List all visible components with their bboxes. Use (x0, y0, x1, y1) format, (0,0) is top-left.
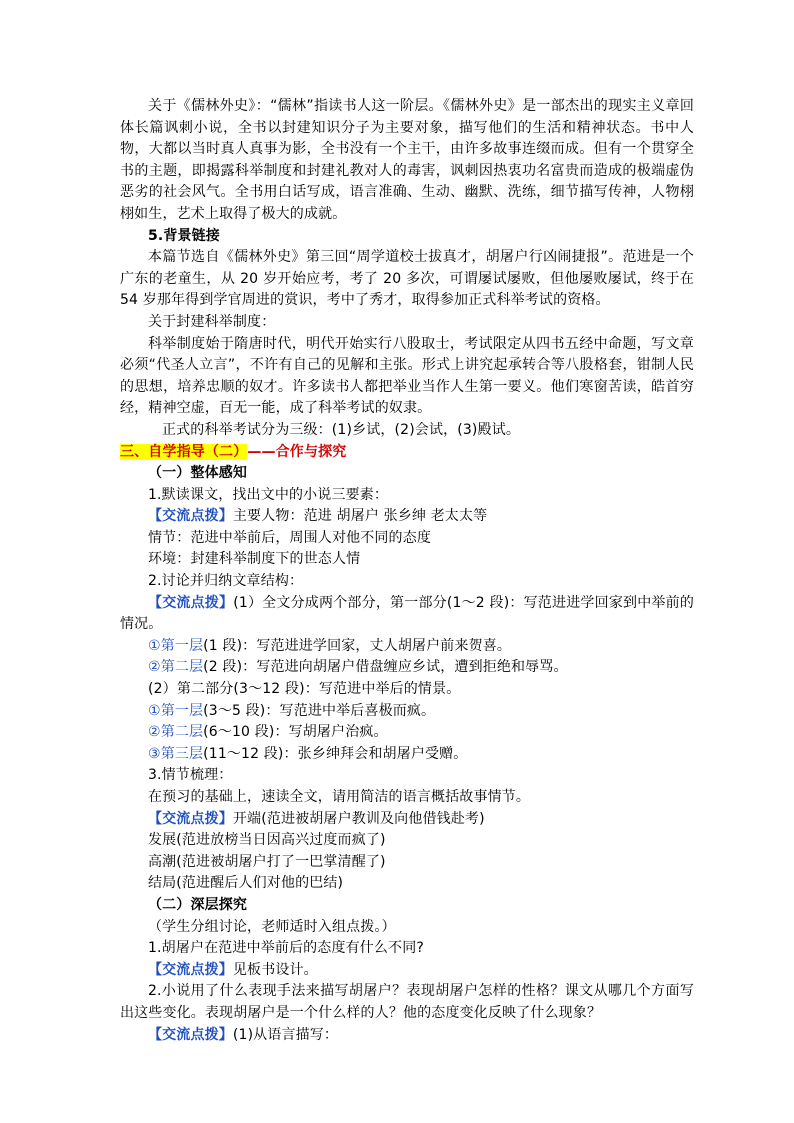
background-paragraph: 本篇节选自《儒林外史》第三回“周学道校士拔真才，胡屠户行凶闹捷报”。范进是一个广东的老童生，从 20 岁开始应考，考了 20 多次，可谓屡试屡败，但他屡败屡试，终于在 54 岁那年得到学官周进的赏识，考中了秀才，取得参加正式科举考试的资格。 (120, 249, 694, 309)
discussion-tag: 【交流点拨】 (148, 1026, 233, 1043)
answer-1-plot: 情节：范进中举前后，周围人对他不同的态度 (148, 529, 431, 546)
part-2-heading: （二）深层探究 (148, 896, 248, 913)
answer-1-setting: 环境：封建科举制度下的世态人情 (148, 551, 361, 568)
deep-question-2: 2.小说用了什么表现手法来描写胡屠户？表现胡屠户怎样的性格？课文从哪几个方面写出这些变化。表现胡屠户是一个什么样的人？他的态度变化反映了什么现象？ (120, 983, 694, 1021)
discussion-tag: 【交流点拨】 (148, 508, 233, 525)
intro-paragraph: 关于《儒林外史》：“儒林”指读书人这一阶层。《儒林外史》是一部杰出的现实主义章回体长篇讽刺小说，全书以封建知识分子为主要对象，描写他们的生活和精神状态。书中人物，大都以当时真人真事为影，全书没有一个主干，由许多故事连缀而成。但有一个贯穿全书的主题，即揭露科举制度和封建礼教对人的毒害，讽刺因热衷功名富贵而造成的极端虚伪恶劣的社会风气。全书用白话写成，语言准确、生动、幽默、洗练，细节描写传神，人物栩栩如生，艺术上取得了极大的成就。 (120, 98, 694, 222)
structure-layer-2-3: ③第三层(11～12 段)：张乡绅拜会和胡屠户受赠。 (148, 745, 468, 762)
question-3-instruction: 在预习的基础上，速读全文，请用简洁的语言概括故事情节。 (148, 789, 531, 805)
structure-layer-2-1: ①第一层(3～5 段)：写范进中举后喜极而疯。 (148, 702, 436, 719)
plot-ending: 结局(范进醒后人们对他的巴结) (148, 875, 344, 892)
part-1-heading: （一）整体感知 (148, 465, 248, 482)
section-3-heading (120, 442, 694, 464)
question-3: 3.情节梳理： (148, 767, 233, 784)
discussion-tag: 【交流点拨】 (148, 594, 234, 611)
question-1: 1.默读课文，找出文中的小说三要素： (148, 486, 389, 503)
plot-development: 发展(范进放榜当日因高兴过度而疯了) (148, 832, 386, 849)
section-3-title: 三、自学指导（二） (120, 443, 248, 460)
deep-answer-1: 【交流点拨】见板书设计。 (148, 961, 318, 978)
answer-1-characters: 【交流点拨】主要人物：范进 胡屠户 张乡绅 老太太等 (148, 508, 488, 525)
exam-levels: 正式的科举考试分为三级：(1)乡试，(2)会试，(3)殿试。 (162, 421, 520, 438)
structure-layer-1-1: ①第一层(1 段)：写范进进学回家，丈人胡屠户前来贺喜。 (148, 637, 512, 654)
plot-opening: 【交流点拨】开端(范进被胡屠户教训及向他借钱赴考) (148, 810, 485, 827)
plot-climax: 高潮(范进被胡屠户打了一巴掌清醒了) (148, 853, 386, 870)
question-2: 2.讨论并归纳文章结构： (148, 573, 304, 590)
document-body (120, 96, 694, 1046)
keju-intro: 关于封建科举制度： (148, 313, 276, 330)
discussion-tag: 【交流点拨】 (148, 961, 233, 978)
deep-answer-2: 【交流点拨】(1)从语言描写： (148, 1026, 339, 1043)
structure-part-1: 【交流点拨】(1）全文分成两个部分，第一部分(1～2 段)：写范进进学回家到中举前的情况。 (120, 594, 694, 633)
structure-layer-2-2: ②第二层(6～10 段)：写胡屠户治疯。 (148, 724, 388, 741)
deep-question-1: 1.胡屠户在范进中举前后的态度有什么不同? (148, 940, 424, 957)
structure-part-2: (2）第二部分(3～12 段)：写范进中举后的情景。 (148, 681, 461, 698)
part-2-note: （学生分组讨论，老师适时入组点拨。） (148, 918, 396, 935)
structure-layer-1-2: ②第二层(2 段)：写范进向胡屠户借盘缠应乡试，遭到拒绝和辱骂。 (148, 659, 568, 676)
background-heading: 5.背景链接 (148, 227, 220, 244)
section-3-subtitle: ——合作与探究 (247, 443, 347, 460)
keju-paragraph: 科举制度始于隋唐时代，明代开始实行八股取士，考试限定从四书五经中命题，写文章必须“代圣人立言”，不许有自己的见解和主张。形式上讲究起承转合等八股格套，钳制人民的思想，培养忠顺的奴才。许多读书人都把举业当作人生第一要义。他们寒窗苦读，皓首穷经，精神空虚，百无一能，成了科举考试的奴隶。 (120, 335, 694, 417)
discussion-tag: 【交流点拨】 (148, 810, 233, 827)
